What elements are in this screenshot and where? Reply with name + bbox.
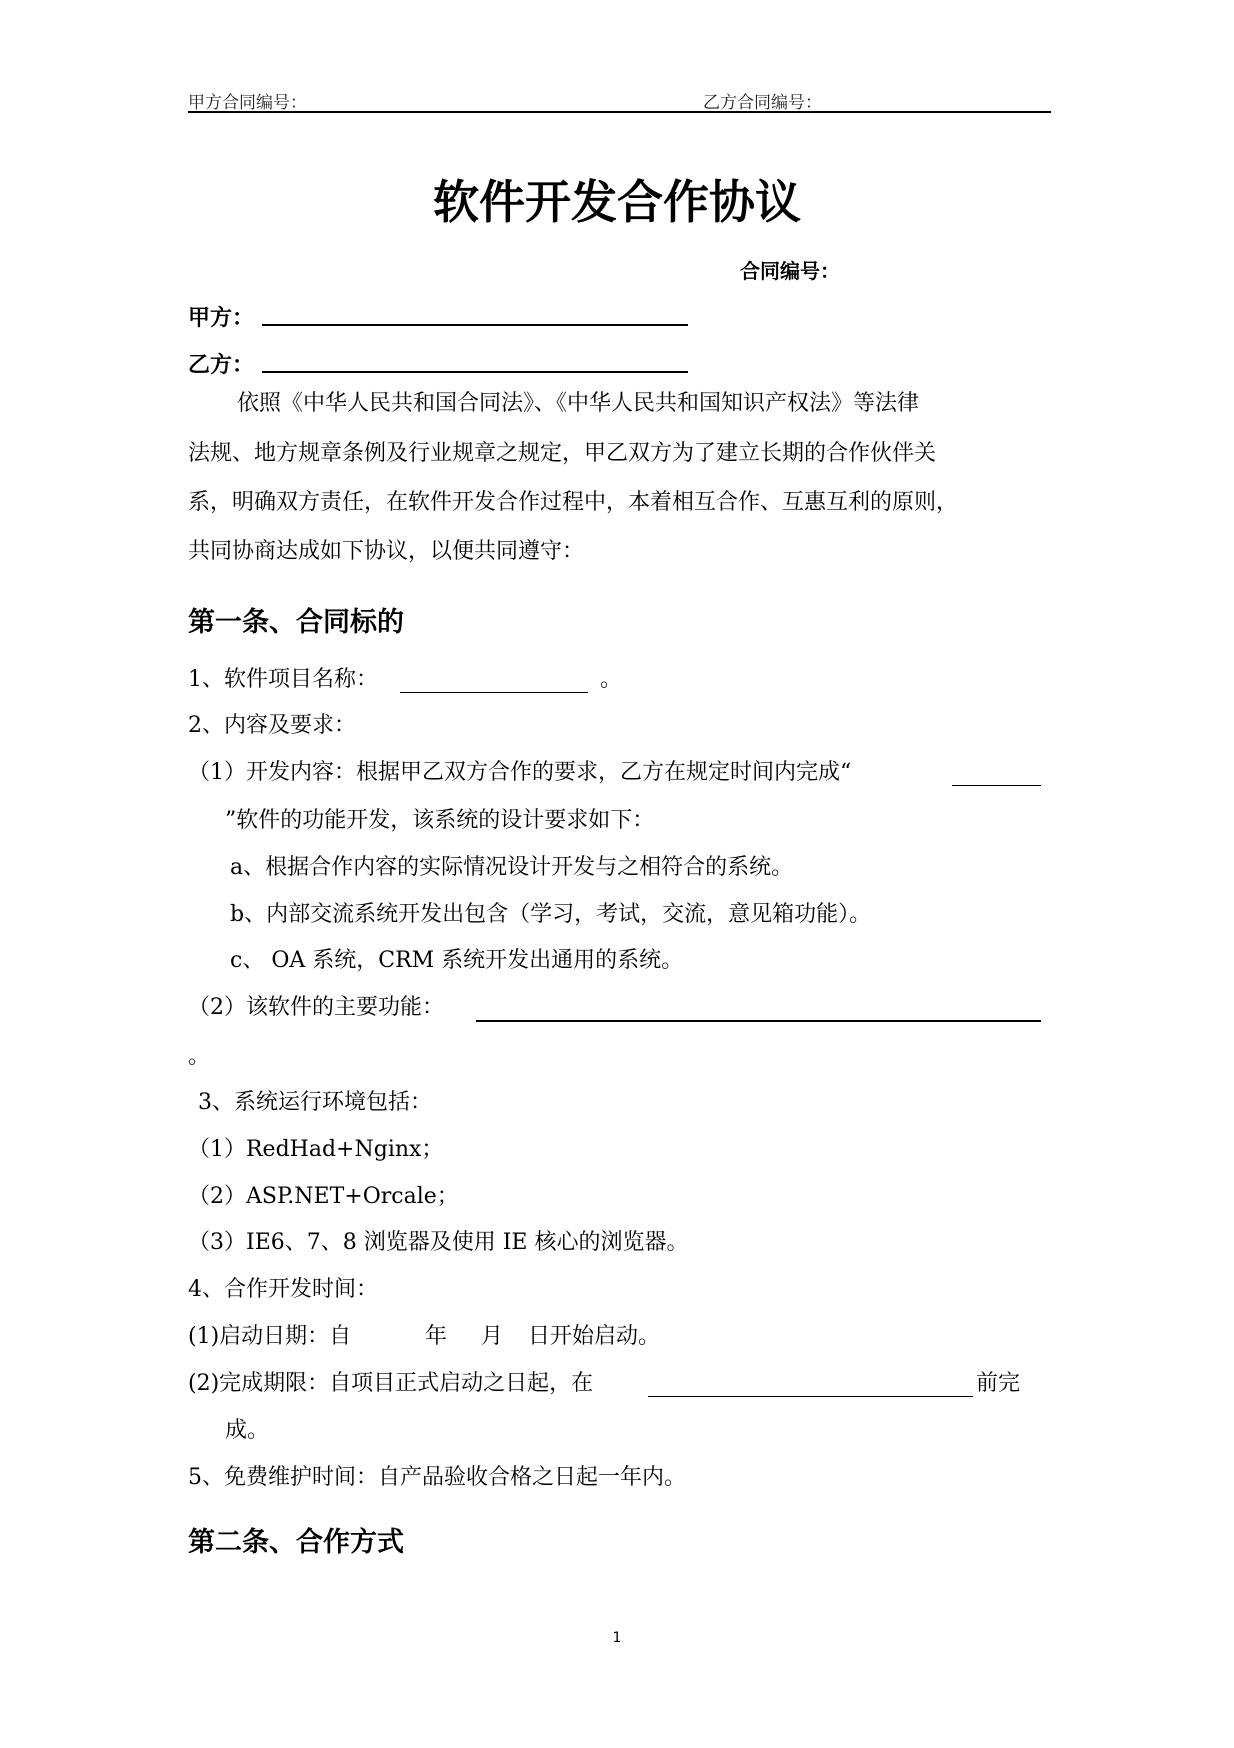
item-3-2: （2）ASP.NET+Orcale；	[188, 1184, 459, 1209]
item-4-2-suffix: 前完	[976, 1371, 1021, 1396]
preamble-line-1: 依照《中华人民共和国合同法》、《中华人民共和国知识产权法》等法律	[237, 391, 920, 416]
preamble-line-2: 法规、地方规章条例及行业规章之规定，甲乙双方为了建立长期的合作伙伴关	[188, 441, 937, 466]
item-5: 5、免费维护时间：自产品验收合格之日起一年内。	[188, 1465, 686, 1490]
project-name-blank[interactable]	[400, 670, 588, 693]
item-2-1-c: c、 OA 系统，CRM 系统开发出通用的系统。	[230, 948, 684, 973]
item-4-1-day: 日开始启动。	[528, 1324, 661, 1349]
item-4-2: (2)完成期限：自项目正式启动之日起，在	[188, 1371, 594, 1396]
page-number: 1	[612, 1630, 622, 1646]
item-2: 2、内容及要求：	[188, 713, 356, 738]
contract-no-label: 合同编号：	[740, 259, 840, 283]
item-2-1-a: a、根据合作内容的实际情况设计开发与之相符合的系统。	[230, 855, 794, 880]
preamble-line-4: 共同协商达成如下协议，以便共同遵守：	[188, 539, 585, 564]
item-1-label: 1、软件项目名称：	[188, 667, 378, 692]
party-a-blank[interactable]	[262, 300, 688, 326]
party-a-label: 甲方：	[188, 306, 255, 331]
item-2-2: （2）该软件的主要功能：	[188, 995, 444, 1020]
item-1	[188, 669, 378, 691]
item-2-2-end: 。	[188, 1044, 211, 1069]
item-4-1-month: 月	[481, 1324, 504, 1349]
completion-deadline-blank[interactable]	[648, 1374, 973, 1397]
item-3-3: （3）IE6、7、8 浏览器及使用 IE 核心的浏览器。	[188, 1230, 689, 1255]
header-party-b-contract-no: 乙方合同编号：	[703, 93, 822, 113]
preamble-line-3: 系，明确双方责任，在软件开发合作过程中，本着相互合作、互惠互利的原则，	[188, 490, 959, 515]
document-title: 软件开发合作协议	[433, 175, 801, 229]
header-party-a-contract-no: 甲方合同编号：	[188, 93, 307, 113]
header-rule	[188, 111, 1051, 113]
main-function-blank[interactable]	[476, 998, 1041, 1022]
item-2-1: （1）开发内容：根据甲乙双方合作的要求，乙方在规定时间内完成“	[188, 760, 852, 785]
item-4-1-start: (1)启动日期：自	[188, 1324, 352, 1349]
item-1-end: 。	[600, 667, 623, 692]
software-name-blank[interactable]	[952, 763, 1041, 786]
item-4: 4、合作开发时间：	[188, 1277, 378, 1302]
item-2-1-b: b、内部交流系统开发出包含（学习，考试，交流，意见箱功能）。	[230, 902, 872, 927]
party-b-label: 乙方：	[188, 353, 255, 378]
party-b-blank[interactable]	[262, 347, 688, 373]
item-3: 3、系统运行环境包括：	[198, 1090, 432, 1115]
item-2-1-cont: ”软件的功能开发，该系统的设计要求如下：	[225, 808, 655, 833]
item-3-1: （1）RedHad+Nginx；	[188, 1137, 444, 1162]
item-4-2-cont: 成。	[225, 1418, 270, 1443]
article-2-heading: 第二条、合作方式	[188, 1527, 404, 1558]
item-4-1-year: 年	[425, 1324, 448, 1349]
article-1-heading: 第一条、合同标的	[188, 607, 404, 638]
